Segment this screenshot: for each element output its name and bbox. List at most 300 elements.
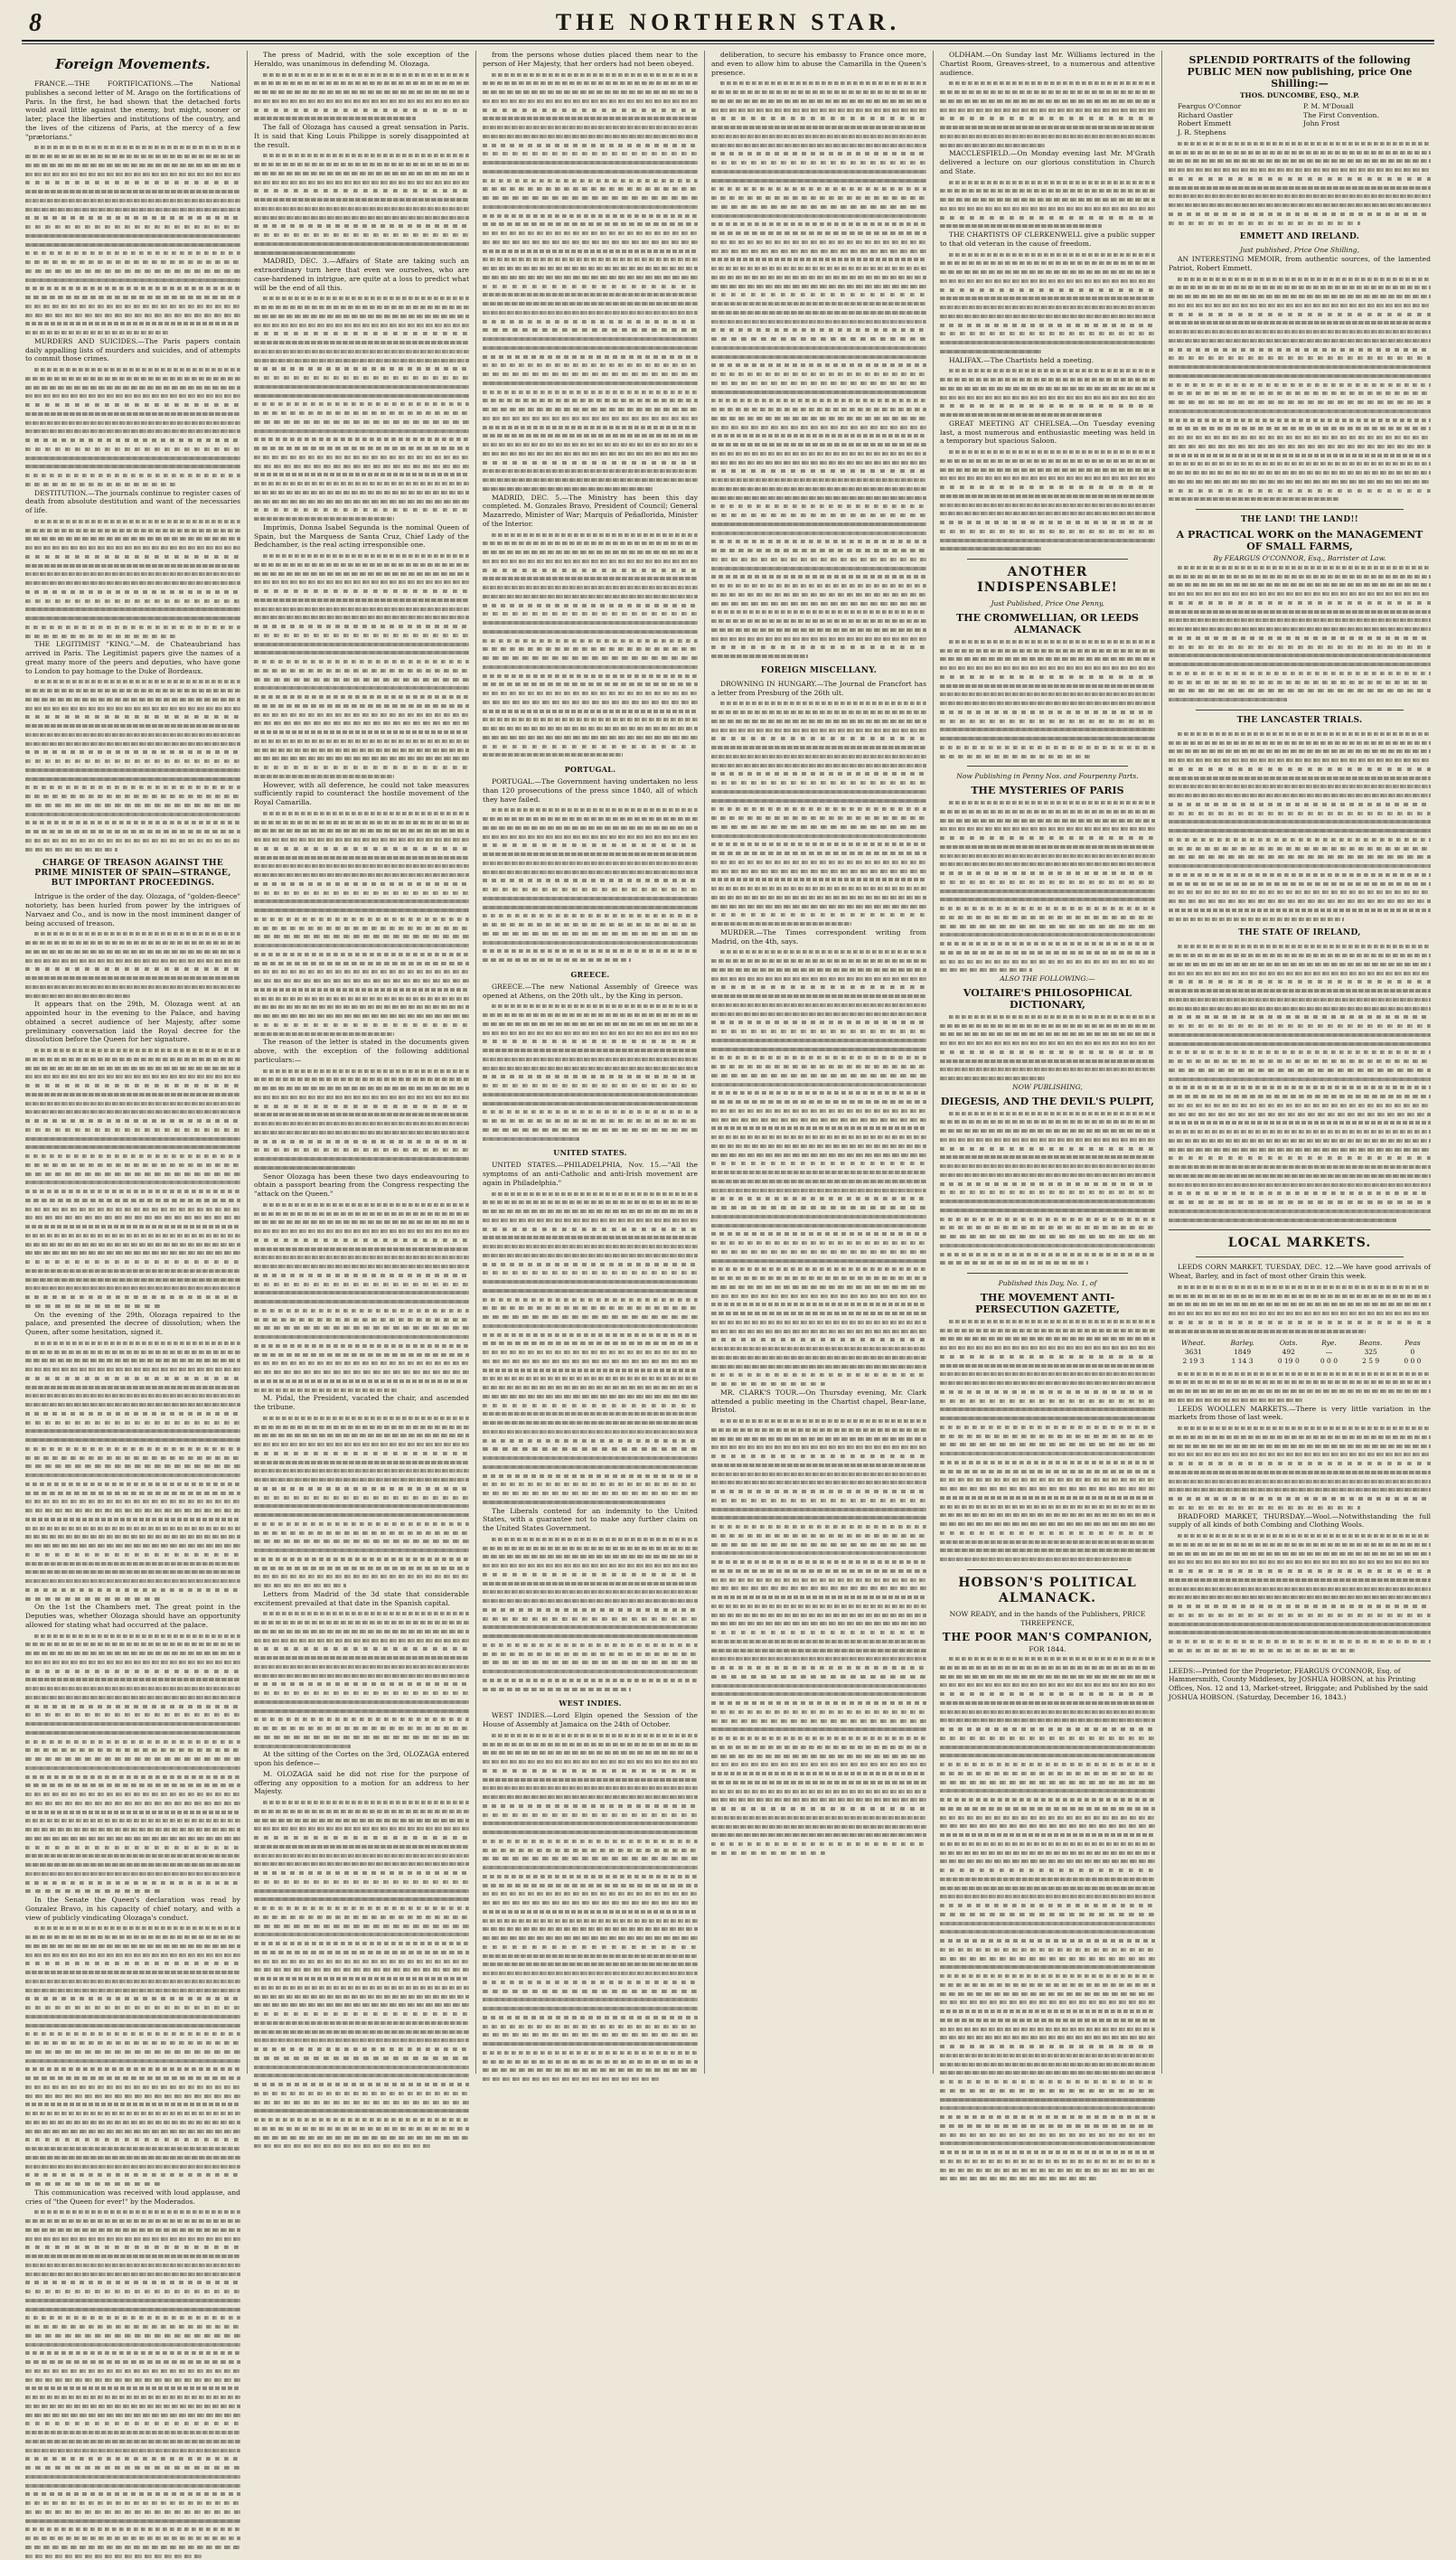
text-line xyxy=(483,1757,698,1766)
text-line xyxy=(1169,634,1431,643)
text-line xyxy=(25,695,240,704)
text-line xyxy=(1169,1012,1431,1021)
text-line xyxy=(483,1463,698,1472)
text-line xyxy=(940,1813,1155,1822)
text-line xyxy=(483,1011,698,1020)
text-line xyxy=(254,249,469,258)
text-line xyxy=(483,876,698,885)
text-line xyxy=(711,1221,926,1230)
text-line xyxy=(711,616,926,626)
text-line xyxy=(483,264,698,273)
text-line xyxy=(711,1151,926,1160)
text-line xyxy=(25,480,240,489)
text-line xyxy=(1169,398,1431,407)
text-line xyxy=(483,1418,698,1427)
market-cell: 325 xyxy=(1348,1348,1395,1357)
text-line xyxy=(254,294,469,303)
text-line xyxy=(711,1426,926,1435)
text-line xyxy=(711,699,926,708)
text-line xyxy=(711,823,926,832)
text-line xyxy=(483,370,698,379)
text-line xyxy=(254,1377,469,1386)
text-line xyxy=(254,1913,469,1922)
text-line xyxy=(1169,1477,1431,1486)
text-line xyxy=(25,1293,240,1302)
text-line xyxy=(25,1205,240,1214)
text-line xyxy=(940,1502,1155,1511)
text-line xyxy=(254,950,469,959)
market-row xyxy=(1169,1348,1431,1357)
text-line xyxy=(25,1400,240,1409)
text-line xyxy=(940,2157,1155,2166)
text-line xyxy=(940,1751,1155,1760)
text-line xyxy=(483,123,698,132)
ad-text xyxy=(1169,139,1431,228)
text-line xyxy=(254,1930,469,1939)
text-line xyxy=(483,273,698,282)
newspaper-title: THE NORTHERN STAR. xyxy=(22,9,1434,36)
text-line xyxy=(1169,1198,1431,1207)
text-line xyxy=(711,440,926,449)
text-line xyxy=(711,599,926,608)
text-line xyxy=(254,2036,469,2045)
text-line xyxy=(483,1268,698,1277)
text-line xyxy=(1169,459,1431,468)
text-line xyxy=(25,2419,240,2428)
text-line xyxy=(483,663,698,672)
text-line xyxy=(1169,174,1431,184)
ad-text xyxy=(940,1012,1155,1083)
text-line xyxy=(711,1619,926,1628)
text-line xyxy=(25,1825,240,1834)
body-text xyxy=(25,2207,240,2560)
ad-text xyxy=(940,1317,1155,1564)
text-line xyxy=(711,1370,926,1379)
portrait-item: Robert Emmett xyxy=(1178,119,1296,128)
text-line xyxy=(940,1057,1155,1066)
text-line xyxy=(711,1725,926,1734)
text-line xyxy=(254,613,469,622)
text-line xyxy=(711,1831,926,1840)
text-line xyxy=(1169,563,1431,572)
text-line xyxy=(940,384,1155,393)
article-paragraph: FRANCE.—THE FORTIFICATIONS.—The National publishes a second letter of M. Arago on the fortifications of Paris. In the first, he had shown that the detached forts would avail little against the enemy, but might, sooner or later, place the liberties and institutions of the country, and the lives of the citizens of Paris, at the mercy of a few "prætorians." xyxy=(25,80,240,141)
text-line xyxy=(254,1341,469,1351)
body-text xyxy=(483,71,698,494)
text-line xyxy=(483,805,698,814)
text-line xyxy=(940,1206,1155,1215)
text-line xyxy=(483,1225,698,1234)
text-line xyxy=(25,258,240,267)
text-line xyxy=(25,712,240,721)
text-line xyxy=(254,915,469,924)
article-heading: FOREIGN MISCELLANY. xyxy=(711,666,926,676)
text-line xyxy=(940,2068,1155,2077)
text-line xyxy=(940,1654,1155,1663)
text-line xyxy=(25,2313,240,2322)
text-line xyxy=(711,983,926,992)
text-line xyxy=(711,79,926,88)
text-line xyxy=(483,238,698,247)
text-line xyxy=(483,485,698,494)
text-line xyxy=(1169,1181,1431,1190)
market-header-row xyxy=(1169,1339,1431,1348)
text-line xyxy=(1169,1118,1431,1127)
body-text xyxy=(25,517,240,641)
text-line xyxy=(1169,969,1431,978)
text-line xyxy=(940,1689,1155,1699)
text-line xyxy=(25,827,240,836)
text-line xyxy=(25,1994,240,2003)
text-line xyxy=(483,1134,698,1144)
text-line xyxy=(940,2042,1155,2051)
text-line xyxy=(254,1458,469,1467)
text-line xyxy=(483,2075,698,2084)
text-line xyxy=(483,229,698,238)
text-line xyxy=(940,186,1155,195)
text-line xyxy=(711,1080,926,1089)
text-line xyxy=(483,1925,698,1934)
article-paragraph: The fall of Olozaga has caused a great sensation in Paris. It is said that King Louis Philippe is sorely disappointed at the result. xyxy=(254,123,469,149)
text-line xyxy=(483,1454,698,1463)
ad-subtitle: Now Publishing in Penny Nos. and Fourpenny Parts. xyxy=(940,772,1155,781)
article-paragraph: DROWNING IN HUNGARY.—The Journal de Francfort has a letter from Presburg of the 26th ult. xyxy=(711,680,926,698)
text-line xyxy=(25,205,240,214)
text-line xyxy=(940,1927,1155,1936)
text-line xyxy=(1169,1110,1431,1119)
text-line xyxy=(25,517,240,526)
text-line xyxy=(1169,880,1431,889)
text-line xyxy=(940,466,1155,475)
text-line xyxy=(254,240,469,249)
text-line xyxy=(483,850,698,859)
divider xyxy=(1196,509,1404,510)
text-line xyxy=(1169,433,1431,442)
text-line xyxy=(940,1021,1155,1031)
text-line xyxy=(711,1548,926,1558)
text-line xyxy=(254,1895,469,1904)
text-line xyxy=(940,250,1155,259)
text-line xyxy=(940,637,1155,646)
text-line xyxy=(940,816,1155,825)
article-heading: UNITED STATES. xyxy=(483,1148,698,1157)
text-line xyxy=(940,1760,1155,1769)
text-line xyxy=(483,715,698,724)
text-line xyxy=(254,1581,469,1590)
text-line xyxy=(483,132,698,141)
text-line xyxy=(25,1099,240,1108)
text-line xyxy=(940,1361,1155,1370)
article-paragraph: MURDERS AND SUICIDES.—The Paris papers contain daily appalling lists of murders and suicides, and of attempts to commit those crimes. xyxy=(25,337,240,363)
text-line xyxy=(254,1315,469,1324)
text-line xyxy=(483,1837,698,1846)
text-line xyxy=(254,1653,469,1662)
text-line xyxy=(711,202,926,212)
text-line xyxy=(483,654,698,663)
text-line xyxy=(483,1322,698,1331)
text-line xyxy=(940,492,1155,501)
text-line xyxy=(254,871,469,880)
text-line xyxy=(940,1048,1155,1057)
text-line xyxy=(483,361,698,370)
text-line xyxy=(711,1344,926,1353)
text-line xyxy=(711,1045,926,1054)
text-line xyxy=(254,1423,469,1432)
column-2 xyxy=(254,51,469,2074)
text-line xyxy=(254,373,469,382)
text-line xyxy=(483,636,698,645)
text-line xyxy=(940,1546,1155,1555)
text-line xyxy=(254,1332,469,1341)
text-line xyxy=(940,708,1155,717)
text-line xyxy=(711,334,926,344)
text-line xyxy=(711,1053,926,1062)
text-line xyxy=(483,2066,698,2075)
imprint: LEEDS:—Printed for the Proprietor, FEARGUS O'CONNOR, Esq. of Hammersmith, County Middlesex, by JOSHUA HOBSON, at his Printing Offices, Nos. 12 and 13, Market-street, Briggate; and Published by the said JOSHUA HOBSON. (Saturday, December 16, 1843.) xyxy=(1169,1667,1431,1702)
text-line xyxy=(1169,283,1431,292)
article-paragraph: The reason of the letter is stated in the documents given above, with the exception of the following additional particulars:— xyxy=(254,1038,469,1064)
text-line xyxy=(25,1161,240,1170)
text-line xyxy=(711,910,926,919)
text-line xyxy=(483,247,698,256)
text-line xyxy=(940,922,1155,931)
text-line xyxy=(1169,756,1431,765)
text-line xyxy=(254,382,469,391)
text-line xyxy=(254,1572,469,1581)
article-paragraph: Senor Olozaga has been these two days endeavouring to obtain a passport bearing from the Congress respecting the "attack on the Queen." xyxy=(254,1172,469,1199)
text-line xyxy=(254,906,469,915)
text-line xyxy=(711,1010,926,1019)
text-line xyxy=(1169,729,1431,739)
text-line xyxy=(254,1707,469,1716)
text-line xyxy=(1169,468,1431,477)
text-line xyxy=(25,1072,240,1081)
text-line xyxy=(940,1981,1155,1990)
text-line xyxy=(254,711,469,720)
text-line xyxy=(254,1529,469,1538)
text-line xyxy=(1169,407,1431,416)
text-line xyxy=(1169,416,1431,425)
text-line xyxy=(483,1445,698,1454)
text-line xyxy=(1169,1558,1431,1567)
text-line xyxy=(25,543,240,552)
text-line xyxy=(25,1942,240,1951)
text-line xyxy=(940,1467,1155,1476)
text-line xyxy=(711,158,926,167)
text-line xyxy=(711,1689,926,1699)
text-line xyxy=(711,273,926,282)
text-line xyxy=(711,388,926,397)
text-line xyxy=(254,631,469,640)
text-line xyxy=(483,1251,698,1260)
market-cell: 0 xyxy=(1395,1348,1431,1357)
text-line xyxy=(483,1685,698,1694)
text-line xyxy=(254,1546,469,1555)
text-line xyxy=(25,2207,240,2216)
text-line xyxy=(1169,995,1431,1004)
text-line xyxy=(25,1365,240,1374)
text-line xyxy=(254,1323,469,1332)
text-line xyxy=(25,614,240,623)
text-line xyxy=(711,1760,926,1769)
text-line xyxy=(25,1187,240,1196)
text-line xyxy=(711,635,926,644)
text-line xyxy=(483,938,698,947)
text-line xyxy=(1169,1021,1431,1031)
text-line xyxy=(254,746,469,755)
text-line xyxy=(483,1552,698,1561)
text-line xyxy=(940,329,1155,338)
text-line xyxy=(483,1366,698,1375)
text-line xyxy=(940,1857,1155,1866)
text-line xyxy=(25,1480,240,1489)
text-line xyxy=(940,2033,1155,2042)
text-line xyxy=(483,299,698,308)
text-line xyxy=(711,1124,926,1133)
text-line xyxy=(254,213,469,222)
text-line xyxy=(483,814,698,824)
text-line xyxy=(25,775,240,784)
text-line xyxy=(940,1972,1155,1981)
column-6 xyxy=(1169,51,1431,2074)
text-line xyxy=(711,396,926,405)
text-line xyxy=(1169,184,1431,193)
text-line xyxy=(711,475,926,485)
text-line xyxy=(711,308,926,317)
text-line xyxy=(254,1245,469,1254)
text-line xyxy=(254,1484,469,1493)
text-line xyxy=(254,169,469,178)
ad-subtitle: FOR 1844. xyxy=(940,1645,1155,1654)
text-line xyxy=(25,302,240,311)
divider xyxy=(1196,1256,1404,1257)
text-line xyxy=(254,1102,469,1111)
text-line xyxy=(25,2384,240,2393)
ad-title: THE MOVEMENT ANTI-PERSECUTION GAZETTE, xyxy=(940,1292,1155,1315)
text-line xyxy=(1169,1101,1431,1110)
text-line xyxy=(711,405,926,414)
text-line xyxy=(940,860,1155,869)
text-line xyxy=(25,561,240,570)
text-line xyxy=(25,2278,240,2287)
text-line xyxy=(1169,977,1431,986)
text-line xyxy=(940,1954,1155,1963)
text-line xyxy=(483,1854,698,1863)
text-line xyxy=(254,178,469,187)
text-line xyxy=(483,1498,698,1507)
text-line xyxy=(483,1002,698,1011)
text-line xyxy=(711,814,926,823)
text-line xyxy=(711,1611,926,1620)
text-line xyxy=(711,1071,926,1080)
column-rule xyxy=(933,51,934,2074)
text-line xyxy=(940,699,1155,708)
text-line xyxy=(483,1793,698,1802)
text-line xyxy=(483,1995,698,2004)
text-line xyxy=(254,1163,469,1172)
text-line xyxy=(711,1734,926,1743)
text-line xyxy=(254,1236,469,1245)
text-line xyxy=(483,1934,698,1943)
text-line xyxy=(1169,139,1431,148)
text-line xyxy=(940,536,1155,545)
text-line xyxy=(1169,1628,1431,1637)
text-line xyxy=(25,471,240,480)
text-line xyxy=(483,833,698,842)
text-line xyxy=(25,632,240,641)
text-line xyxy=(940,725,1155,734)
text-line xyxy=(483,1881,698,1890)
text-line xyxy=(254,818,469,827)
text-line xyxy=(940,1769,1155,1778)
text-line xyxy=(940,375,1155,384)
text-line xyxy=(483,742,698,751)
text-line xyxy=(25,391,240,400)
portrait-list xyxy=(1178,102,1422,137)
text-line xyxy=(940,1241,1155,1250)
text-line xyxy=(1169,1172,1431,1181)
text-line xyxy=(25,1755,240,1764)
column-rule xyxy=(247,51,248,2074)
text-line xyxy=(711,1584,926,1593)
body-text xyxy=(940,447,1155,553)
text-line xyxy=(483,1409,698,1418)
text-line xyxy=(25,319,240,328)
text-line xyxy=(483,396,698,405)
text-line xyxy=(25,196,240,205)
text-line xyxy=(940,509,1155,518)
text-line xyxy=(254,1119,469,1128)
text-line xyxy=(25,1081,240,1090)
text-line xyxy=(711,708,926,717)
text-line xyxy=(711,919,926,928)
text-line xyxy=(940,141,1155,150)
text-line xyxy=(711,423,926,432)
text-line xyxy=(25,1595,240,1604)
text-line xyxy=(483,1916,698,1925)
text-line xyxy=(483,1889,698,1898)
text-line xyxy=(711,1416,926,1426)
text-line xyxy=(940,1414,1155,1423)
text-line xyxy=(25,2411,240,2420)
text-line xyxy=(25,2376,240,2385)
text-line xyxy=(940,456,1155,466)
body-text xyxy=(25,1632,240,1896)
text-line xyxy=(25,1302,240,1311)
text-line xyxy=(1169,1494,1431,1503)
text-line xyxy=(254,1280,469,1289)
text-line xyxy=(940,1699,1155,1708)
text-line xyxy=(483,645,698,654)
text-line xyxy=(254,569,469,579)
text-line xyxy=(711,607,926,616)
text-line xyxy=(25,2065,240,2074)
text-line xyxy=(940,1555,1155,1564)
article-paragraph: from the persons whose duties placed them near to the person of Her Majesty, that her orders had not been obeyed. xyxy=(483,51,698,69)
text-line xyxy=(1169,1450,1431,1459)
text-line xyxy=(711,1628,926,1637)
text-line xyxy=(940,1849,1155,1858)
text-line xyxy=(25,2127,240,2136)
text-line xyxy=(940,123,1155,132)
text-line xyxy=(25,569,240,579)
text-line xyxy=(711,537,926,546)
text-line xyxy=(711,840,926,849)
text-line xyxy=(25,2525,240,2534)
text-line xyxy=(483,1748,698,1757)
text-line xyxy=(25,1737,240,1746)
text-line xyxy=(1169,589,1431,598)
